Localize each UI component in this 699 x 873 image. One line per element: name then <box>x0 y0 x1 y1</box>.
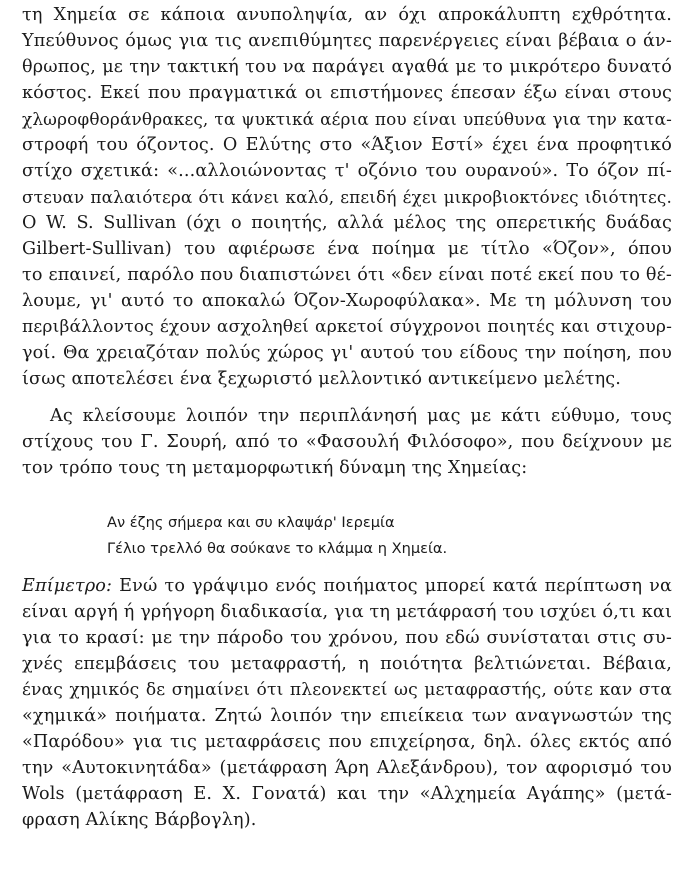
paragraph-1-line: Gilbert-Sullivan) του αφιέρωσε ένα ποίημα με τίτλο «Όζον», όπου <box>22 239 672 259</box>
paragraph-1-line: θρωπος, με την τακτική του να παράγει αγαθά με το μικρότερο δυνατό <box>22 57 672 77</box>
epimetro-line: την «Αυτοκινητάδα» (μετάφραση Άρη Αλεξάνδρου), τον αφορισμό του <box>22 758 672 778</box>
epimetro-line: ένας χημικός δε σημαίνει ότι πλεονεκτεί ως μεταφραστής, ούτε καν στα <box>22 680 672 700</box>
paragraph-1-line: γοί. Θα χρειαζόταν πολύς χώρος γι' αυτού του είδους την ποίηση, που <box>22 343 672 363</box>
paragraph-1-line: κόστος. Εκεί που πραγματικά οι επιστήμονες έπεσαν έξω είναι στους <box>22 83 672 103</box>
paragraph-1-line: τη Χημεία σε κάποια ανυποληψία, αν όχι απροκάλυπτη εχθρότητα. <box>22 5 672 25</box>
epimetro-line: για το κρασί: με την πάροδο του χρόνου, που εδώ συνίσταται στις συ- <box>22 628 672 648</box>
paragraph-2-line: Ας κλείσουμε λοιπόν την περιπλάνησή μας με κάτι εύθυμο, τους <box>50 406 672 426</box>
epimetro-line: Wols (μετάφραση Ε. Χ. Γονατά) και την «Αλχημεία Αγάπης» (μετά- <box>22 784 672 804</box>
paragraph-1-line: λουμε, γι' αυτό το αποκαλώ Όζον-Χωροφύλακα». Με τη μόλυνση του <box>22 291 672 311</box>
paragraph-2-line: τον τρόπο τους τη μεταμορφωτική δύναμη της Χημείας: <box>22 458 528 478</box>
epimetro-line: «χημικά» ποιήματα. Ζητώ λοιπόν την επιείκεια των αναγνωστών της <box>22 706 672 726</box>
paragraph-1-line: περιβάλλοντος έχουν ασχοληθεί αρκετοί σύγχρονοι ποιητές και στιχουρ- <box>22 317 672 337</box>
verse-line: Αν έζης σήμερα και συ κλαψάρ' Ιερεμία <box>107 514 395 531</box>
epimetro-line: χνές επεμβάσεις του μεταφραστή, η ποιότητα βελτιώνεται. Βέβαια, <box>22 654 672 674</box>
paragraph-1-line: Υπεύθυνος όμως για τις ανεπιθύμητες παρενέργειες είναι βέβαια ο άν- <box>22 31 672 51</box>
paragraph-1-line: στίχο σχετικά: «...αλλοιώνοντας τ' οζόνιο του ουρανού». Το όζον πί- <box>22 161 672 181</box>
paragraph-1-line: χλωροφθοράνθρακες, τα ψυκτικά αέρια που είναι υπεύθυνα για την κατα- <box>22 109 672 129</box>
epimetro-line: «Παρόδου» για τις μεταφράσεις που επιχείρησα, δηλ. όλες εκτός από <box>22 732 672 752</box>
paragraph-1-line: στροφή του όζοντος. Ο Ελύτης στο «Άξιον Εστί» έχει ένα προφητικό <box>22 135 672 155</box>
paragraph-1-line: Ο W. S. Sullivan (όχι ο ποιητής, αλλά μέλος της οπερετικής δυάδας <box>22 213 672 233</box>
epimetro-first-line-text: Ενώ το γράψιμο ενός ποιήματος μπορεί κατά περίπτωση να <box>119 576 672 596</box>
paragraph-1-line: ίσως αποτελέσει ένα ξεχωριστό μελλοντικό αντικείμενο μελέτης. <box>22 369 622 389</box>
epimetro-line: φραση Αλίκης Βάρβογλη). <box>22 810 257 830</box>
epimetro-first-line <box>22 574 672 598</box>
paragraph-2-line: στίχους του Γ. Σουρή, από το «Φασουλή Φιλόσοφο», που δείχνουν με <box>22 432 672 452</box>
epimetro-line: είναι αργή ή γρήγορη διαδικασία, για τη μετάφρασή του ισχύει ό,τι και <box>22 602 672 622</box>
paragraph-1-line: στευαν παλαιότερα ότι κάνει καλό, επειδή έχει μικροβιοκτόνες ιδιότητες. <box>22 187 672 207</box>
paragraph-1-line: το επαινεί, παρόλο που διαπιστώνει ότι «δεν είναι ποτέ εκεί που το θέ- <box>22 265 672 285</box>
verse-line: Γέλιο τρελλό θα σούκανε το κλάμμα η Χημεία. <box>107 540 448 557</box>
epimetro-label: Επίμετρο: <box>22 576 113 596</box>
